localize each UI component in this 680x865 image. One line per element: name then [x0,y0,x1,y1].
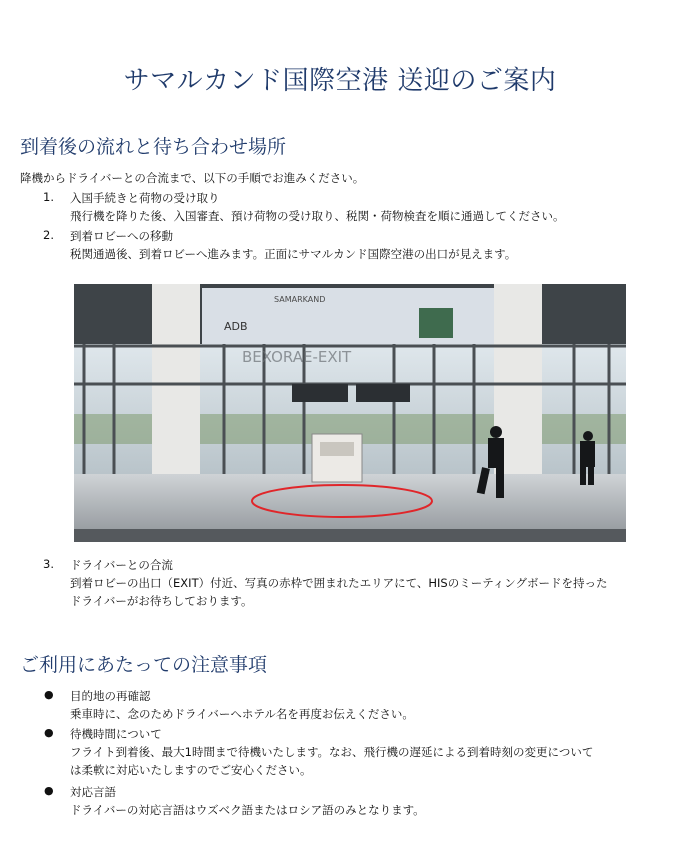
step-description: 到着ロビーの出口（EXIT）付近、写真の赤枠で囲まれたエリアにて、HISのミーティングボードを持った [70,576,608,590]
step-number: 3. [43,557,54,571]
sign-logo-left: ADB [224,320,248,333]
step-number: 2. [43,228,54,242]
page-title: サマルカンド国際空港 送迎のご案内 [123,66,557,96]
note-description: 乗車時に、念のためドライバーへホテル名を再度お伝えください。 [70,707,414,721]
note-title: 目的地の再確認 [70,689,151,703]
bullet-icon: ● [44,726,54,739]
section-heading-arrival: 到着後の流れと待ち合わせ場所 [20,136,287,158]
sign-reflection: BEXORAE-EXIT [242,348,352,366]
step-description: ドライバーがお待ちしております。 [70,594,253,608]
step-number: 1. [43,190,54,204]
note-description: は柔軟に対応いたしますのでご安心ください。 [70,763,312,777]
step-title: 到着ロビーへの移動 [70,229,174,243]
section-heading-notes: ご利用にあたっての注意事項 [20,654,268,676]
bullet-icon: ● [44,784,54,797]
step-title: 入国手続きと荷物の受け取り [70,191,220,205]
step-description: 税関通過後、到着ロビーへ進みます。正面にサマルカンド国際空港の出口が見えます。 [70,247,517,261]
note-title: 対応言語 [70,785,116,799]
step-title: ドライバーとの合流 [70,558,173,572]
note-description: フライト到着後、最大1時間まで待機いたします。なお、飛行機の遅延による到着時刻の変更について [70,745,594,759]
step-description: 飛行機を降りた後、入国審査、預け荷物の受け取り、税関・荷物検査を順に通過してください。 [70,209,565,223]
airport-exit-photo [74,284,626,542]
note-title: 待機時間について [70,727,162,741]
bullet-icon: ● [44,688,54,701]
intro-text: 降機からドライバーとの合流まで、以下の手順でお進みください。 [20,171,365,185]
sign-brand: SAMARKAND [274,295,326,304]
note-description: ドライバーの対応言語はウズベク語またはロシア語のみとなります。 [70,803,425,817]
